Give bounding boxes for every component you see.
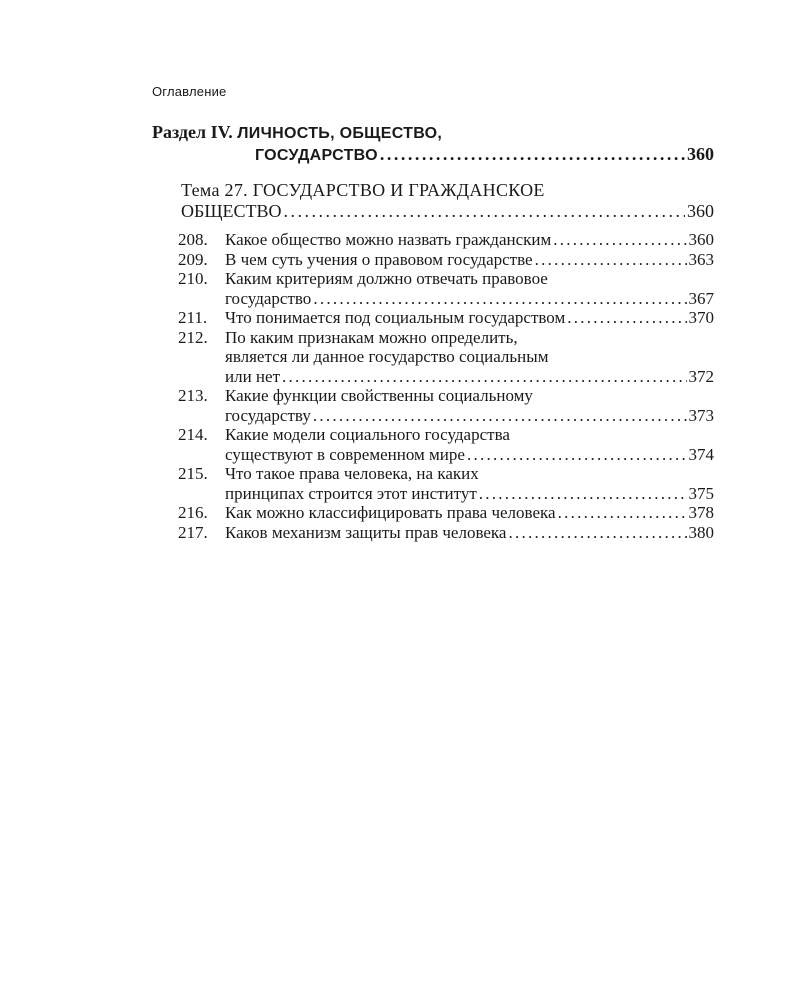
toc-entry-text xyxy=(225,464,714,503)
toc-entry-text xyxy=(225,425,714,464)
running-head: Оглавление xyxy=(152,84,227,99)
toc-entry-page-number: 360 xyxy=(688,230,714,249)
toc-entry-last-line xyxy=(225,484,714,504)
dot-leader xyxy=(313,406,687,426)
toc-entry-page-number: 370 xyxy=(688,308,714,327)
toc-entry xyxy=(178,269,714,308)
dot-leader xyxy=(313,289,686,309)
toc-entry-last-line xyxy=(225,289,714,309)
toc-entry-text xyxy=(225,328,714,387)
dot-leader xyxy=(567,308,686,328)
toc-entry xyxy=(178,308,714,328)
dot-leader xyxy=(479,484,687,504)
toc-entry-text xyxy=(225,308,714,328)
dot-leader xyxy=(380,144,685,165)
topic-line1: Тема 27. ГОСУДАРСТВО И ГРАЖДАНСКОЕ xyxy=(181,180,545,200)
toc-entry-title: существуют в современном мире xyxy=(225,444,465,464)
toc-entry-title: государство xyxy=(225,288,312,308)
toc-entry-text xyxy=(225,230,714,250)
section-heading-line2 xyxy=(152,144,714,166)
toc-entry-page-number: 378 xyxy=(688,503,714,522)
dot-leader xyxy=(467,445,687,465)
topic-line2-row xyxy=(181,201,714,222)
toc-entry xyxy=(178,464,714,503)
toc-entry-title: Как можно классифицировать права человека xyxy=(225,503,556,522)
toc-entry-number: 215. xyxy=(178,464,208,483)
toc-entry-last-line xyxy=(225,230,714,250)
toc-entry-number: 208. xyxy=(178,230,208,249)
toc-entry-number: 210. xyxy=(178,269,208,288)
toc-entry-number: 213. xyxy=(178,386,208,405)
toc-entry-number: 216. xyxy=(178,503,208,522)
toc-entry-line: Какие модели социального государства xyxy=(225,425,510,444)
toc-entry-number: 217. xyxy=(178,522,208,542)
toc-entry-page-number: 375 xyxy=(688,483,714,503)
toc-entry-line: По каким признакам можно определить, xyxy=(225,327,518,347)
toc-entry xyxy=(178,250,714,270)
toc-entry-page-number: 372 xyxy=(688,366,714,386)
toc-entry-last-line xyxy=(225,367,714,387)
section-heading-line1 xyxy=(152,122,714,144)
topic-page-number: 360 xyxy=(687,201,714,221)
dot-leader xyxy=(535,250,687,270)
dot-leader xyxy=(282,367,686,387)
toc-entry-title: Что понимается под социальным государством xyxy=(225,308,566,327)
toc-entry-text xyxy=(225,523,714,543)
question-list xyxy=(152,230,714,542)
toc-entry-page-number: 367 xyxy=(688,288,714,308)
toc-entry xyxy=(178,503,714,523)
toc-entry-last-line xyxy=(225,503,714,523)
toc-entry-page-number: 380 xyxy=(688,522,714,542)
dot-leader xyxy=(508,523,686,543)
section-label: Раздел IV. xyxy=(152,122,233,142)
toc-entry-line: Какие функции свойственны социальному xyxy=(225,386,533,405)
toc-entry-line: является ли данное государство социальным xyxy=(225,347,549,366)
section-title-line2: ГОСУДАРСТВО xyxy=(255,147,378,164)
toc-entry-line: Что такое права человека, на каких xyxy=(225,464,479,483)
toc-entry-text xyxy=(225,386,714,425)
toc-entry-last-line xyxy=(225,445,714,465)
toc-entry-text xyxy=(225,250,714,270)
toc-entry-text xyxy=(225,503,714,523)
toc-entry-page-number: 363 xyxy=(688,249,714,269)
toc-entry-number: 214. xyxy=(178,425,208,444)
toc-entry-number: 209. xyxy=(178,249,208,269)
section-page-number: 360 xyxy=(687,144,714,164)
toc-entry-title: Каков механизм защиты прав человека xyxy=(225,522,507,542)
toc-entry-page-number: 373 xyxy=(688,405,714,425)
topic-heading xyxy=(152,180,714,222)
toc-entry-title: В чем суть учения о правовом государстве xyxy=(225,249,533,269)
toc-entry xyxy=(178,425,714,464)
topic-line2: ОБЩЕСТВО xyxy=(181,201,282,221)
toc-entry-page-number: 374 xyxy=(688,444,714,464)
toc-entry-last-line xyxy=(225,406,714,426)
toc-entry-last-line xyxy=(225,523,714,543)
toc-entry xyxy=(178,328,714,387)
toc-entry-title: или нет xyxy=(225,366,281,386)
dot-leader xyxy=(558,503,687,523)
toc-entry xyxy=(178,230,714,250)
section-title-line1: ЛИЧНОСТЬ, ОБЩЕСТВО, xyxy=(237,125,443,142)
toc-entry-number: 212. xyxy=(178,327,208,347)
toc-entry-last-line xyxy=(225,308,714,328)
toc-entry-last-line xyxy=(225,250,714,270)
dot-leader xyxy=(553,230,686,250)
section-heading xyxy=(152,122,714,166)
table-of-contents xyxy=(152,122,714,542)
toc-entry xyxy=(178,523,714,543)
toc-entry-title: принципах строится этот институт xyxy=(225,483,477,503)
dot-leader xyxy=(284,201,686,222)
toc-entry-text xyxy=(225,269,714,308)
toc-entry-line: Каким критериям должно отвечать правовое xyxy=(225,269,548,288)
toc-entry-number: 211. xyxy=(178,308,208,327)
toc-entry xyxy=(178,386,714,425)
toc-entry-title: Какое общество можно назвать гражданским xyxy=(225,230,552,249)
toc-entry-title: государству xyxy=(225,405,311,425)
